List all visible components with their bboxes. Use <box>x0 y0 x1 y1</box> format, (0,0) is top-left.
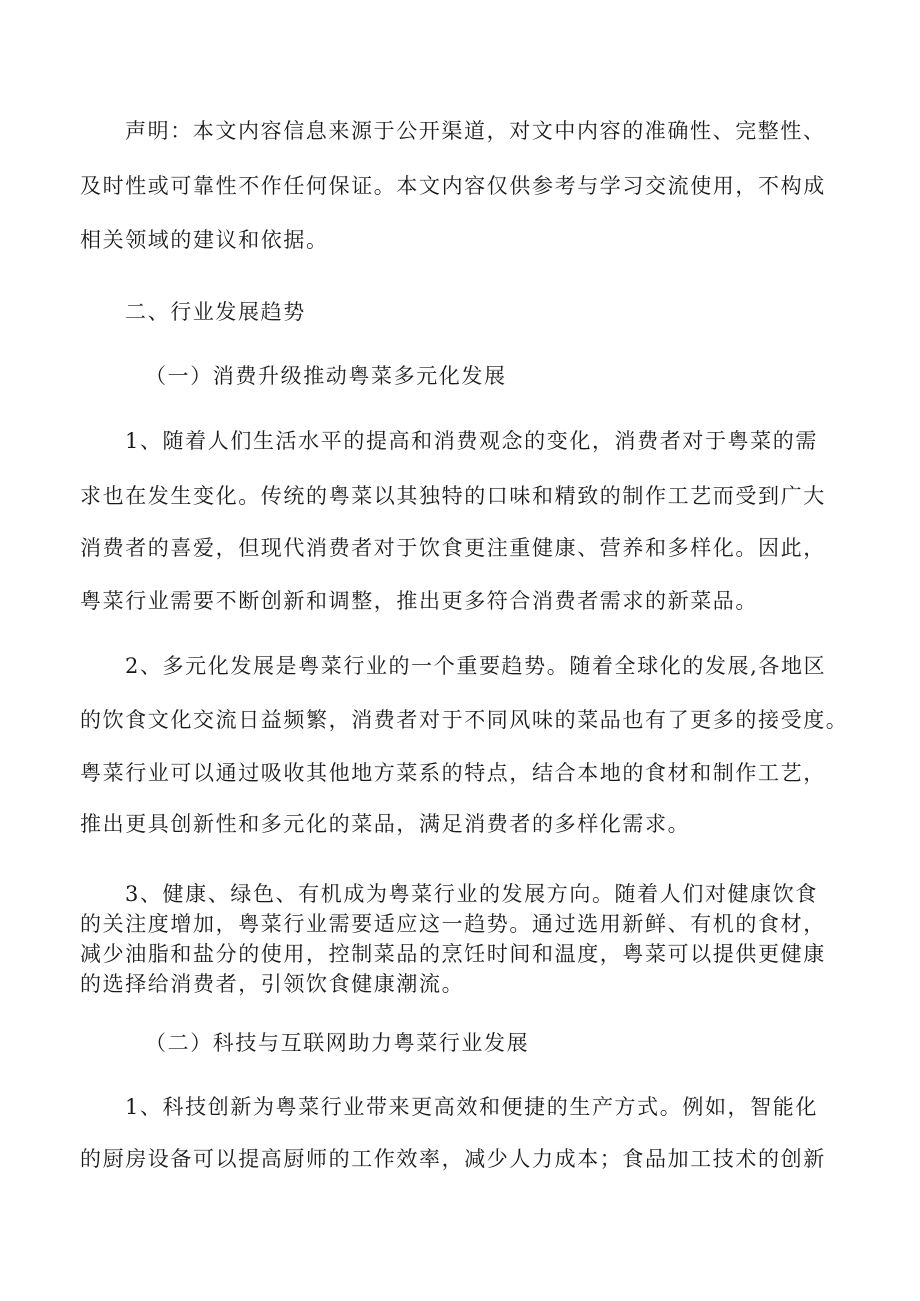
paragraph-line: 2、多元化发展是粤菜行业的一个重要趋势。随着全球化的发展,各地区 <box>125 654 827 678</box>
paragraph-line: 1、科技创新为粤菜行业带来更高效和便捷的生产方式。例如，智能化 <box>125 1095 818 1119</box>
paragraph-line: 的厨房设备可以提高厨师的工作效率，减少人力成本；食品加工技术的创新 <box>80 1147 826 1171</box>
subsection-heading-1: （一）消费升级推动粤菜多元化发展 <box>145 364 507 388</box>
paragraph-line: 推出更具创新性和多元化的菜品，满足消费者的多样化需求。 <box>80 812 691 836</box>
paragraph-line: 求也在发生变化。传统的粤菜以其独特的口味和精致的制作工艺而受到广大 <box>80 484 826 508</box>
disclaimer-line-3: 相关领域的建议和依据。 <box>80 228 329 252</box>
paragraph-line: 消费者的喜爱，但现代消费者对于饮食更注重健康、营养和多样化。因此， <box>80 536 826 560</box>
paragraph-line: 1、随着人们生活水平的提高和消费观念的变化，消费者对于粤菜的需 <box>125 429 818 453</box>
section-heading: 二、行业发展趋势 <box>125 300 306 324</box>
paragraph-line: 的关注度增加，粤菜行业需要适应这一趋势。通过选用新鲜、有机的食材， <box>80 912 826 936</box>
paragraph-line: 减少油脂和盐分的使用，控制菜品的烹饪时间和温度，粤菜可以提供更健康 <box>80 942 826 966</box>
disclaimer-line-2: 及时性或可靠性不作任何保证。本文内容仅供参考与学习交流使用，不构成 <box>80 174 826 198</box>
subsection-heading-2: （二）科技与互联网助力粤菜行业发展 <box>145 1031 530 1055</box>
paragraph-line: 粤菜行业需要不断创新和调整，推出更多符合消费者需求的新菜品。 <box>80 589 758 613</box>
paragraph-line: 的饮食文化交流日益频繁，消费者对于不同风味的菜品也有了更多的接受度。 <box>80 708 849 732</box>
paragraph-line: 的选择给消费者，引领饮食健康潮流。 <box>80 972 465 996</box>
paragraph-line: 3、健康、绿色、有机成为粤菜行业的发展方向。随着人们对健康饮食 <box>125 882 818 906</box>
paragraph-line: 粤菜行业可以通过吸收其他地方菜系的特点，结合本地的食材和制作工艺， <box>80 761 826 785</box>
disclaimer-line-1: 声明：本文内容信息来源于公开渠道，对文中内容的准确性、完整性、 <box>125 119 826 143</box>
